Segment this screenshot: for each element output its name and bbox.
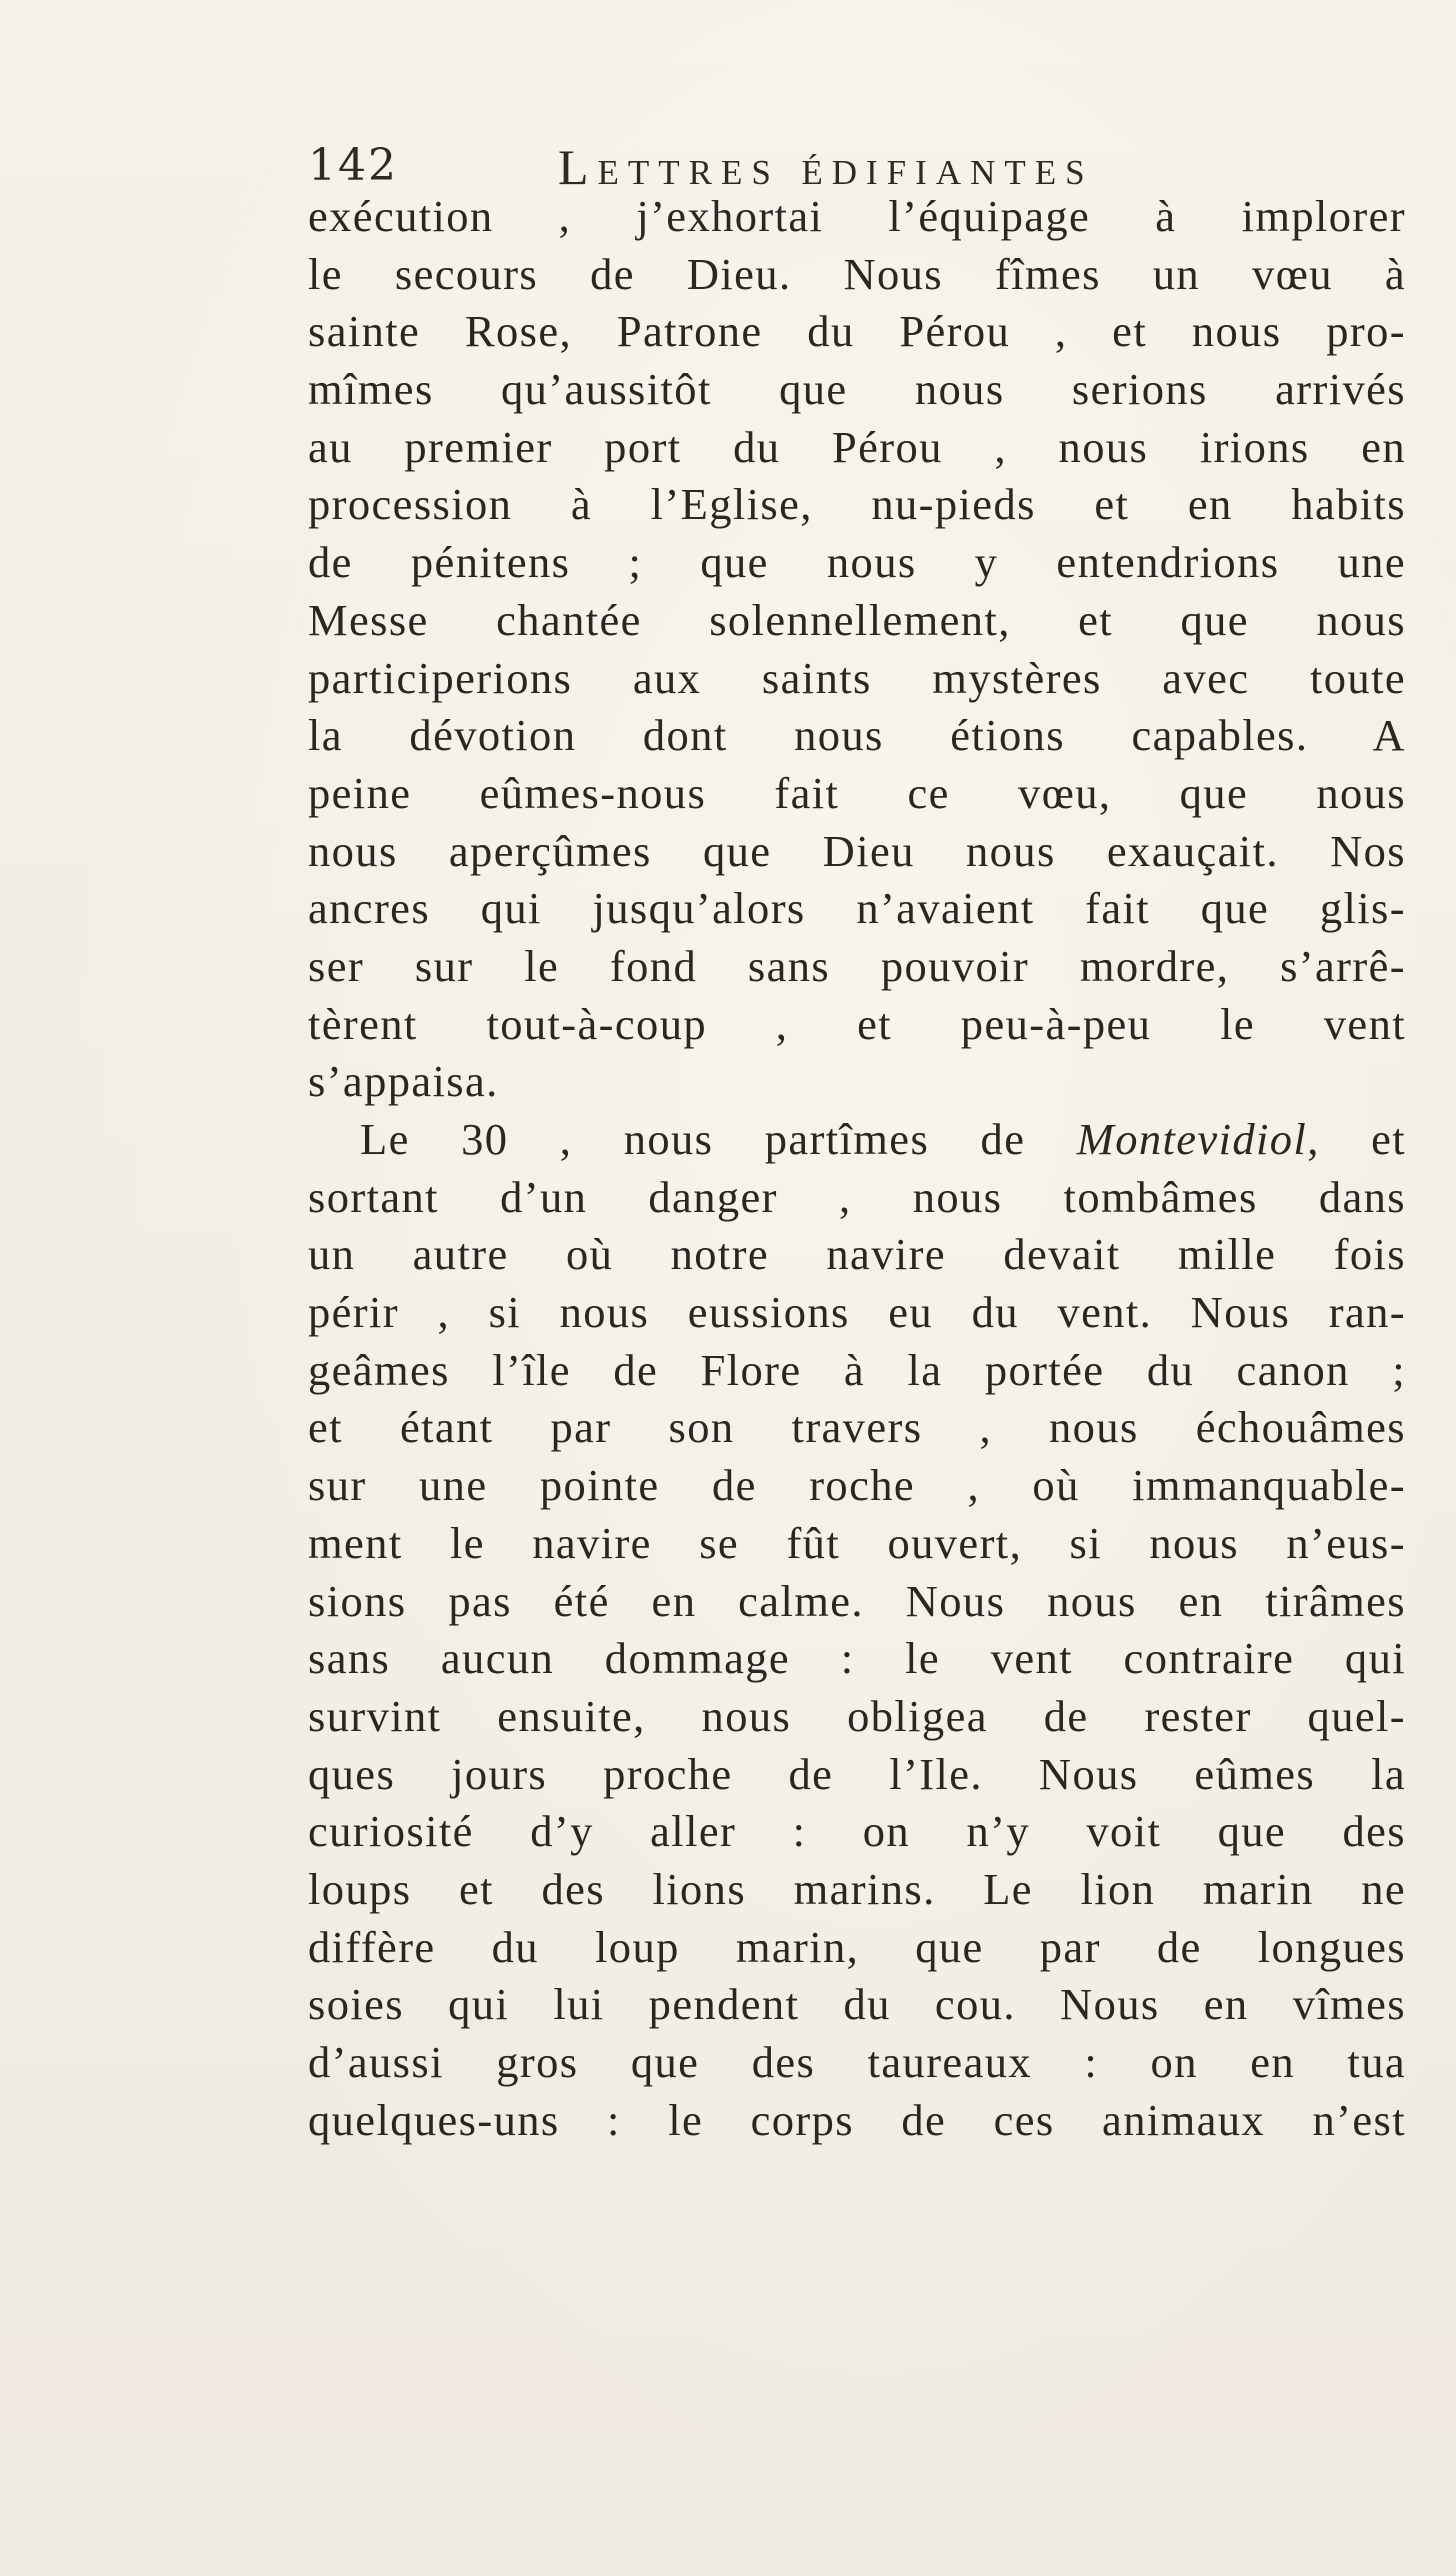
text-line: quelques-uns : le corps de ces animaux n’est — [308, 2094, 1406, 2145]
text-line: le secours de Dieu. Nous fîmes un vœu à — [308, 248, 1406, 299]
line-segment: , et — [1307, 1114, 1406, 1164]
text-line: ques jours proche de l’Ile. Nous eûmes la — [308, 1748, 1406, 1799]
text-line: et étant par son travers , nous échouâmes — [308, 1402, 1406, 1453]
text-line: la dévotion dont nous étions capables. A — [308, 710, 1406, 761]
text-line: nous aperçûmes que Dieu nous exauçait. Nos — [308, 825, 1406, 876]
text-line: ment le navire se fût ouvert, si nous n’eus- — [308, 1517, 1406, 1568]
text-line-with-place-name — [308, 1111, 1406, 1169]
text-line: un autre où notre navire devait mille fois — [308, 1229, 1406, 1280]
body-text — [308, 188, 1406, 2149]
text-line: sions pas été en calme. Nous nous en tirâmes — [308, 1575, 1406, 1626]
text-line: de pénitens ; que nous y entendrions une — [308, 537, 1406, 588]
text-line: ancres qui jusqu’alors n’avaient fait que glis- — [308, 883, 1406, 934]
text-line: geâmes l’île de Flore à la portée du canon ; — [308, 1344, 1406, 1395]
text-line: d’aussi gros que des taureaux : on en tua — [308, 2037, 1406, 2087]
line-segment: Le 30 , nous partîmes de — [360, 1114, 1077, 1164]
text-line: exécution , j’exhortai l’équipage à implorer — [308, 191, 1406, 241]
text-line: peine eûmes-nous fait ce vœu, que nous — [308, 767, 1406, 818]
place-name-italic: Montevidiol — [1076, 1114, 1308, 1164]
text-line: au premier port du Pérou , nous irions en — [308, 421, 1406, 472]
text-line: tèrent tout-à-coup , et peu-à-peu le vent — [308, 998, 1406, 1049]
text-line: s’appaisa. — [308, 1056, 499, 1107]
text-line: Messe chantée solennellement, et que nous — [308, 594, 1406, 645]
text-line: mîmes qu’aussitôt que nous serions arrivés — [308, 364, 1406, 415]
text-line: périr , si nous eussions eu du vent. Nous ran- — [308, 1287, 1406, 1338]
text-line: diffère du loup marin, que par de longues — [308, 1921, 1406, 1972]
text-line: soies qui lui pendent du cou. Nous en vîmes — [308, 1979, 1406, 2030]
page-number: 142 — [308, 140, 398, 191]
text-line: sortant d’un danger , nous tombâmes dans — [308, 1171, 1406, 1222]
text-line: sans aucun dommage : le vent contraire qui — [308, 1633, 1406, 1684]
text-line: procession à l’Eglise, nu-pieds et en habits — [308, 479, 1406, 530]
text-line: ser sur le fond sans pouvoir mordre, s’arrê- — [308, 940, 1406, 991]
text-line: sur une pointe de roche , où immanquable- — [308, 1460, 1406, 1511]
text-line: curiosité d’y aller : on n’y voit que des — [308, 1806, 1406, 1857]
running-title: Lettres édifiantes — [558, 139, 1094, 195]
text-line: participerions aux saints mystères avec toute — [308, 652, 1406, 703]
text-line: loups et des lions marins. Le lion marin ne — [308, 1863, 1406, 1914]
text-line: survint ensuite, nous obligea de rester quel- — [308, 1690, 1406, 1741]
text-line: sainte Rose, Patrone du Pérou , et nous pro- — [308, 306, 1406, 357]
